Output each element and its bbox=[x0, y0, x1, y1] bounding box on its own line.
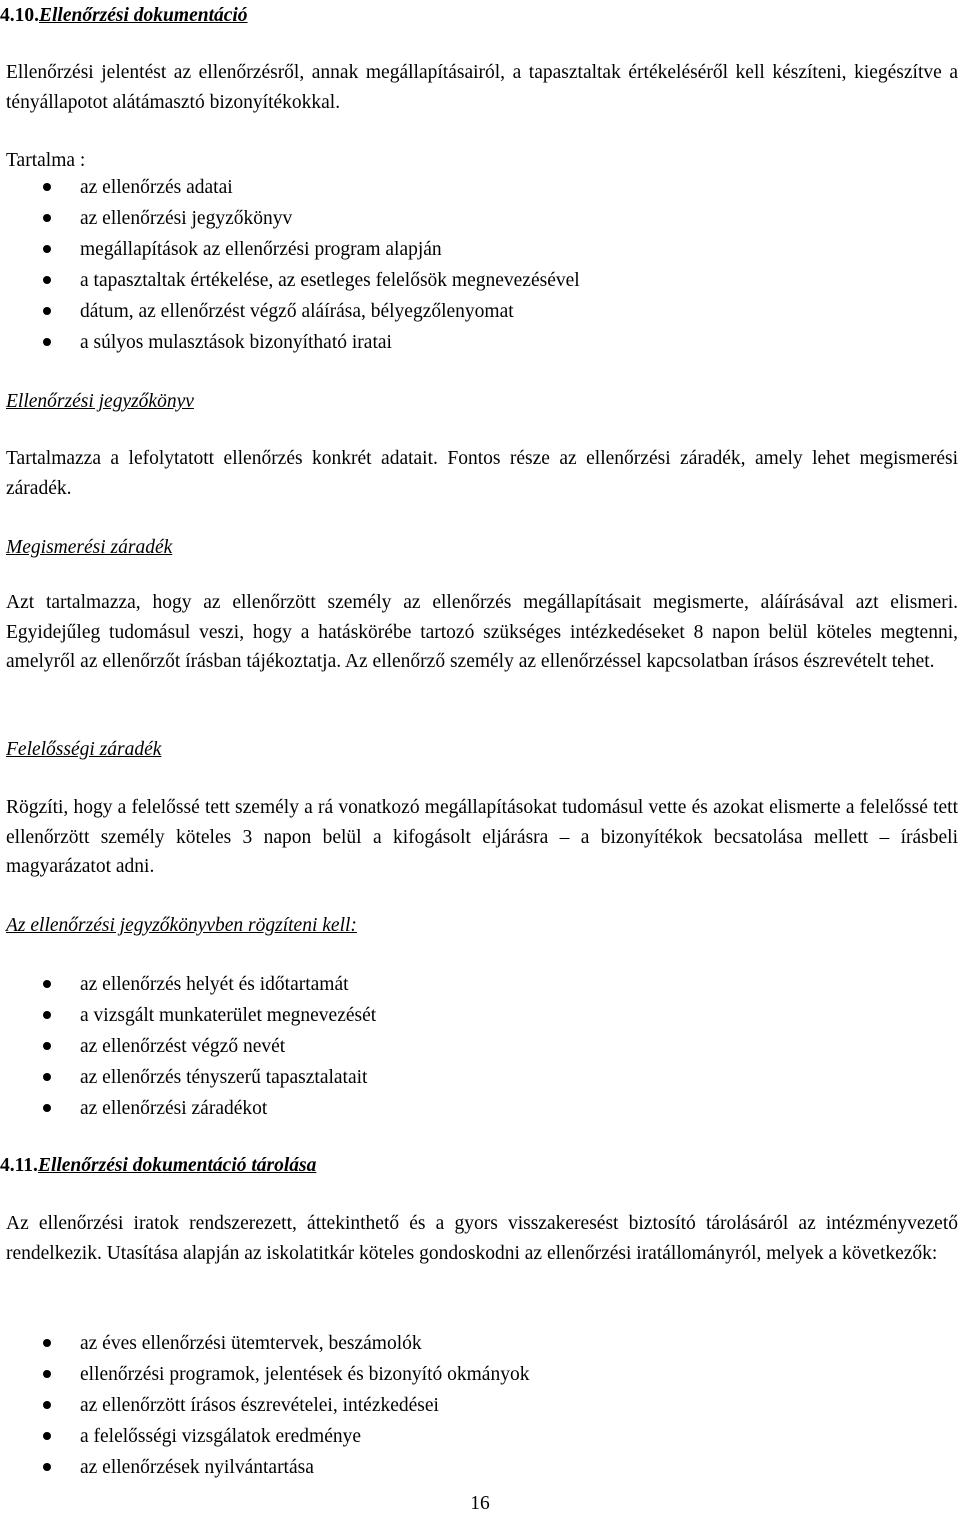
list-item: megállapítások az ellenőrzési program alapján bbox=[0, 234, 960, 265]
bullet-icon bbox=[43, 276, 51, 284]
bullet-icon bbox=[43, 1011, 51, 1019]
intro-paragraph: Ellenőrzési jelentést az ellenőrzésről, annak megállapításairól, a tapasztaltak értékeléséről kell készíteni, kiegészítve a tényállapotot alátámasztó bizonyítékokkal. bbox=[6, 62, 958, 113]
storage-paragraph: Az ellenőrzési iratok rendszerezett, áttekinthető és a gyors visszakeresést biztosító tárolásáról az intézményvezető rendelkezik. Utasítása alapján az iskolatitkár köteles gondoskodni az ellenőrzési iratállományról, melyek a következők: bbox=[6, 1213, 958, 1264]
list-item: az éves ellenőrzési ütemtervek, beszámolók bbox=[0, 1328, 960, 1359]
protocol-paragraph: Tartalmazza a lefolytatott ellenőrzés konkrét adatait. Fontos része az ellenőrzési záradék, amely lehet megismerési záradék. bbox=[6, 448, 958, 499]
section-number: 4.10. bbox=[0, 5, 39, 26]
list-item: a vizsgált munkaterület megnevezését bbox=[0, 1000, 960, 1031]
bullet-icon bbox=[43, 980, 51, 988]
list-item: a tapasztaltak értékelése, az esetleges felelősök megnevezésével bbox=[0, 265, 960, 296]
protocol-heading: Ellenőrzési jegyzőkönyv bbox=[6, 391, 194, 412]
bullet-icon bbox=[43, 245, 51, 253]
responsibility-clause-paragraph: Rögzíti, hogy a felelőssé tett személy a rá vonatkozó megállapításokat tudomásul vette és azokat elismerte a felelőssé tett ellenőrzött személy köteles 3 napon belül a kifogásolt eljárásra – a bizonyítékok becsatolása mellett – írásbeli magyarázatot adni. bbox=[6, 797, 958, 877]
section-number: 4.11. bbox=[0, 1155, 38, 1176]
section-title: Ellenőrzési dokumentáció tárolása bbox=[37, 1155, 317, 1176]
bullet-icon bbox=[43, 1073, 51, 1081]
list-item: dátum, az ellenőrzést végző aláírása, bélyegzőlenyomat bbox=[0, 296, 960, 327]
section-heading-4-11 bbox=[0, 1151, 958, 1181]
list-item: az ellenőrzés helyét és időtartamát bbox=[0, 969, 960, 1000]
list-item: az ellenőrzési jegyzőkönyv bbox=[0, 203, 960, 234]
bullet-icon bbox=[43, 1339, 51, 1347]
responsibility-clause-heading: Felelősségi záradék bbox=[6, 739, 162, 760]
list-item: az ellenőrzés tényszerű tapasztalatait bbox=[0, 1062, 960, 1093]
bullet-icon bbox=[43, 1370, 51, 1378]
list-item: az ellenőrzések nyilvántartása bbox=[0, 1452, 960, 1483]
bullet-icon bbox=[43, 1104, 51, 1112]
list-item: az ellenőrzés adatai bbox=[0, 172, 960, 203]
section-heading-4-10 bbox=[0, 1, 958, 31]
storage-list bbox=[0, 1328, 960, 1483]
bullet-icon bbox=[43, 1463, 51, 1471]
contents-list bbox=[0, 172, 960, 358]
bullet-icon bbox=[43, 338, 51, 346]
list-item: az ellenőrzést végző nevét bbox=[0, 1031, 960, 1062]
bullet-icon bbox=[43, 1432, 51, 1440]
bullet-icon bbox=[43, 1042, 51, 1050]
record-requirements-list bbox=[0, 969, 960, 1124]
bullet-icon bbox=[43, 183, 51, 191]
bullet-icon bbox=[43, 307, 51, 315]
list-item: ellenőrzési programok, jelentések és bizonyító okmányok bbox=[0, 1359, 960, 1390]
acknowledgement-clause-paragraph: Azt tartalmazza, hogy az ellenőrzött személy az ellenőrzés megállapításait megismerte, aláírásával azt elismeri. Egyidejűleg tudomásul veszi, hogy a hatáskörébe tartozó szükséges intézkedéseket 8 napon belül köteles megtenni, amelyről az ellenőrzőt írásban tájékoztatja. Az ellenőrző személy az ellenőrzéssel kapcsolatban írásos észrevételt tehet. bbox=[6, 592, 958, 672]
bullet-icon bbox=[43, 1401, 51, 1409]
list-item: az ellenőrzött írásos észrevételei, intézkedései bbox=[0, 1390, 960, 1421]
list-item: az ellenőrzési záradékot bbox=[0, 1093, 960, 1124]
list-item: a súlyos mulasztások bizonyítható iratai bbox=[0, 327, 960, 358]
list-item: a felelősségi vizsgálatok eredménye bbox=[0, 1421, 960, 1452]
bullet-icon bbox=[43, 214, 51, 222]
record-requirements-heading: Az ellenőrzési jegyzőkönyvben rögzíteni kell: bbox=[6, 915, 357, 936]
acknowledgement-clause-heading: Megismerési záradék bbox=[6, 537, 173, 558]
contents-label: Tartalma : bbox=[6, 150, 86, 171]
section-title: Ellenőrzési dokumentáció bbox=[39, 5, 248, 26]
page-number: 16 bbox=[470, 1493, 490, 1514]
